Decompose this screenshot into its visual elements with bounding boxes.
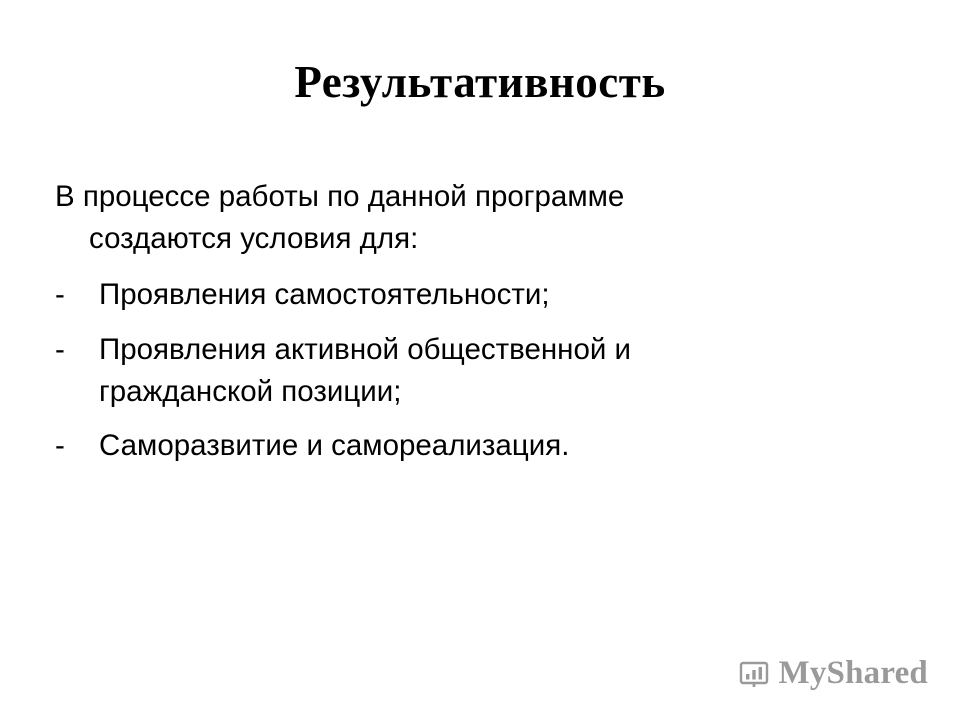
slide-title: Результативность bbox=[294, 57, 666, 107]
lead-line-1: В процессе работы по данной программе bbox=[55, 180, 625, 213]
lead-paragraph bbox=[55, 176, 695, 260]
list-item-text: Проявления самостоятельности; bbox=[99, 277, 550, 311]
slide-body bbox=[55, 176, 695, 480]
bullet-dash-icon: - bbox=[55, 332, 65, 366]
list-item bbox=[55, 329, 695, 413]
list-item bbox=[55, 425, 695, 467]
list-item bbox=[55, 274, 695, 316]
list-item-text: Саморазвитие и самореализация. bbox=[99, 429, 570, 463]
watermark-text: MyShared bbox=[778, 655, 928, 691]
bullet-dash-icon: - bbox=[55, 277, 65, 311]
bullet-list bbox=[55, 274, 695, 468]
list-item-text: Проявления активной общественной и гражданской позиции; bbox=[99, 332, 632, 408]
watermark bbox=[739, 655, 928, 692]
presentation-board-icon bbox=[739, 659, 769, 689]
lead-line-2: создаются условия для: bbox=[89, 221, 419, 255]
bullet-dash-icon: - bbox=[55, 429, 65, 463]
